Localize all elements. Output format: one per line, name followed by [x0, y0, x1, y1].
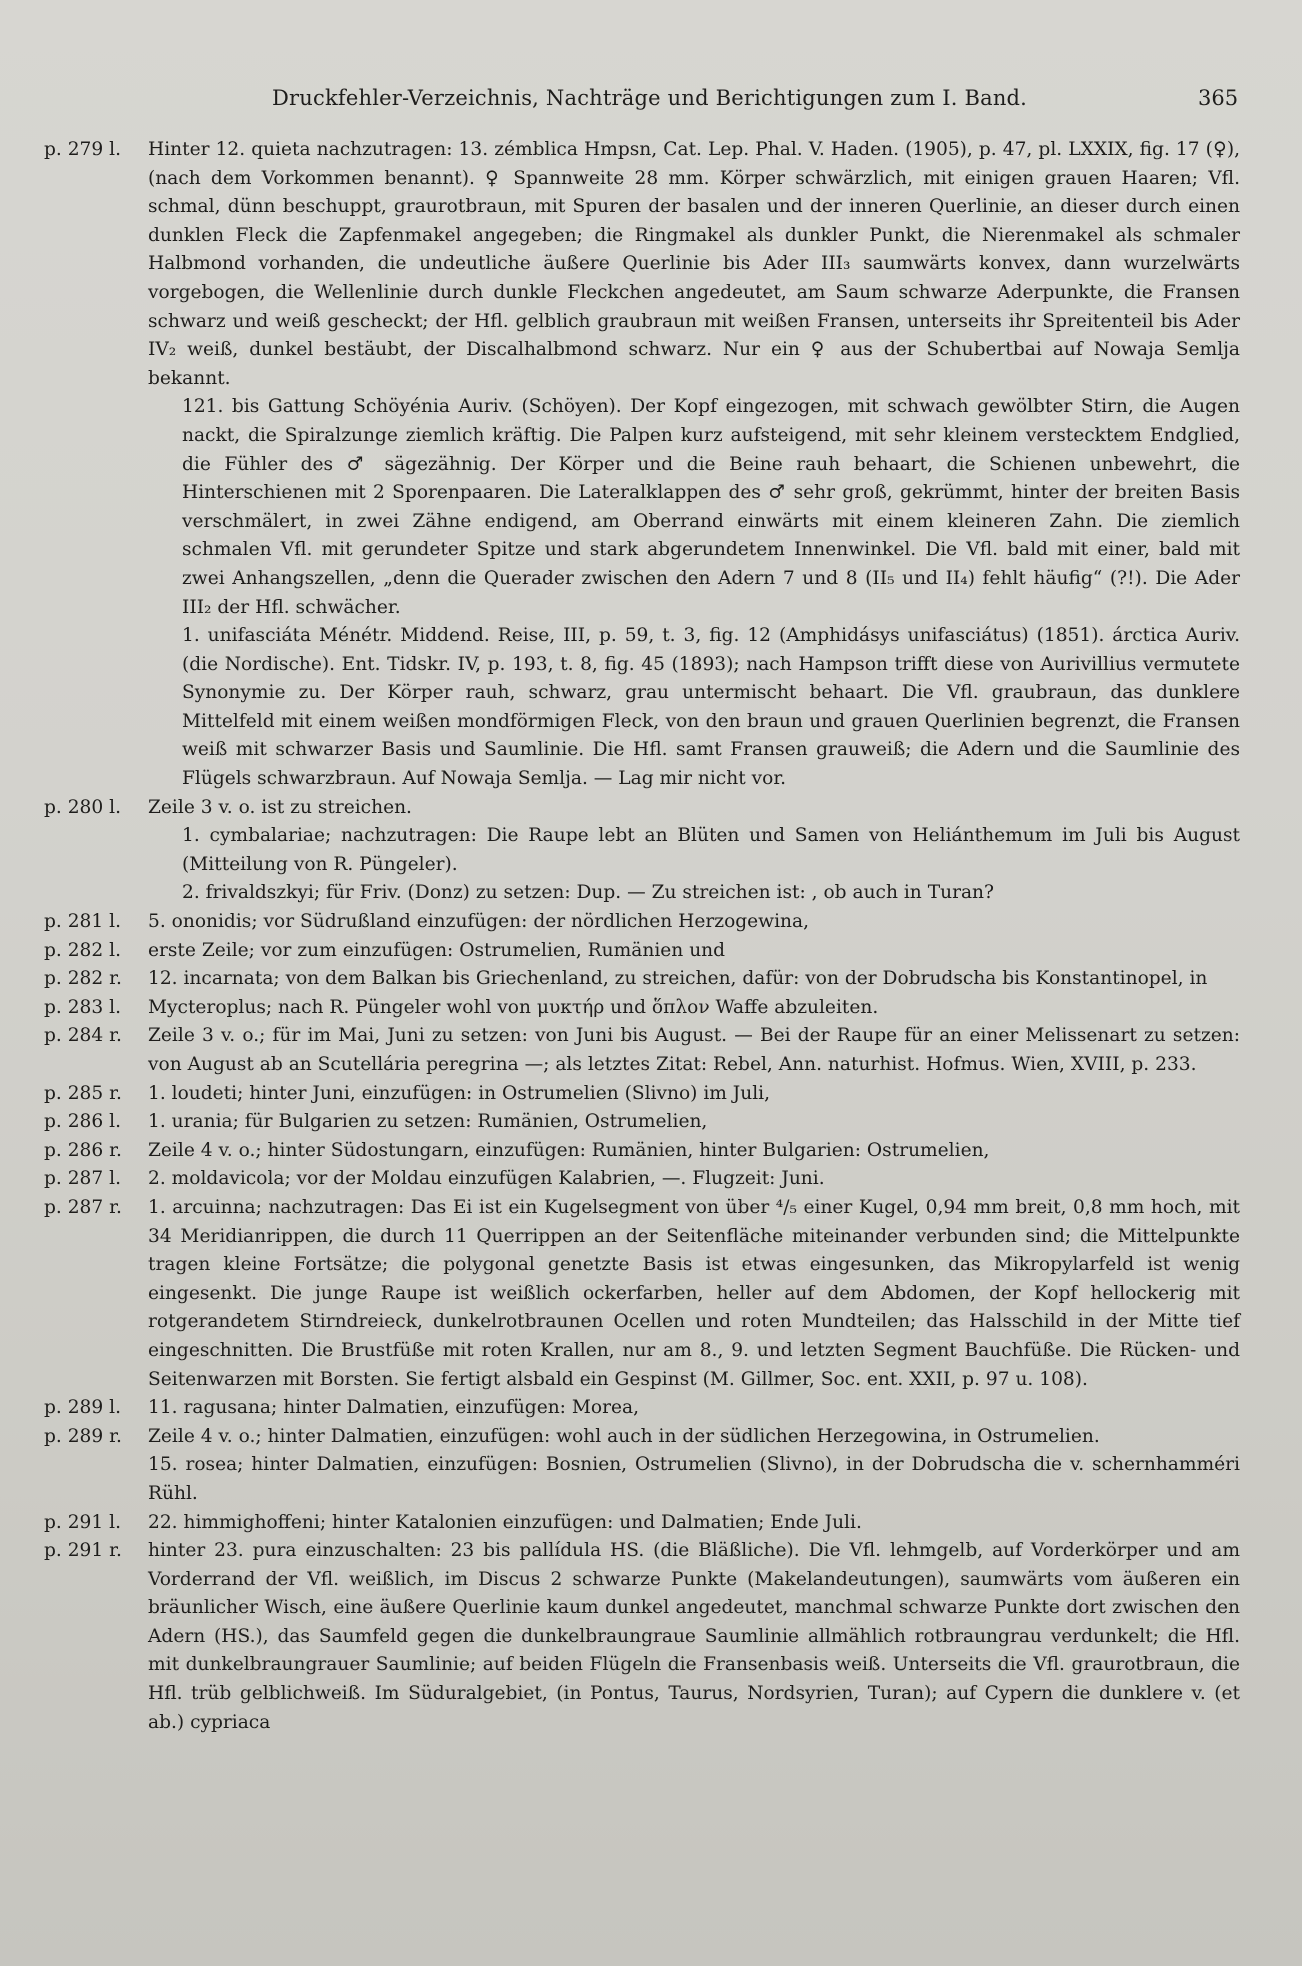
entry-paragraph: Mycteroplus; nach R. Püngeler wohl von μυκτήρ und ὅπλον Waffe abzuleiten.	[148, 996, 879, 1018]
page-reference: p. 282 l.	[44, 939, 121, 961]
page-reference: p. 289 r.	[44, 1425, 122, 1447]
entry-paragraph: hinter 23. pura einzuschalten: 23 bis pallídula HS. (die Bläßliche). Die Vfl. lehmgelb, auf Vorderkörper und am Vorderrand der Vfl. weißlich, im Discus 2 schwarze Punkte (Makelandeutungen), saumwärts vom äußeren ein bräunlicher Wisch, eine äußere Querlinie kaum dunkel angedeutet, manchmal schwarze Punkte dort zwischen den Adern (HS.), das Saumfeld gegen die dunkelbraungraue Saumlinie allmählich rotbraungrau verdunkelt; die Hfl. mit dunkelbraungrauer Saumlinie; auf beiden Flügeln die Fransenbasis weiß. Unterseits die Vfl. graurotbraun, die Hfl. trüb gelblichweiß. Im Süduralgebiet, (in Pontus, Taurus, Nordsyrien, Turan); auf Cypern die dunklere v. (et ab.) cypriaca	[148, 1540, 1240, 1733]
entry-paragraph: erste Zeile; vor zum einzufügen: Ostrumelien, Rumänien und	[148, 939, 726, 961]
page-reference: p. 289 l.	[44, 1397, 121, 1419]
entry-p281l	[0, 908, 1302, 937]
entry-p283l	[0, 994, 1302, 1023]
entry-paragraph: 2. moldavicola; vor der Moldau einzufügen Kalabrien, —. Flugzeit: Juni.	[148, 1168, 825, 1190]
entry-paragraph: 1. cymbalariae; nachzutragen: Die Raupe lebt an Blüten und Samen von Heliánthemum im Juli bis August (Mitteilung von R. Püngeler).	[182, 825, 1240, 875]
entry-p286l	[0, 1108, 1302, 1137]
page-number: 365	[1198, 86, 1239, 110]
entry-p282l	[0, 937, 1302, 966]
page-reference: p. 286 l.	[44, 1111, 121, 1133]
page-reference: p. 287 l.	[44, 1168, 121, 1190]
entry-p291l	[0, 1509, 1302, 1538]
entry-paragraph: Zeile 4 v. o.; hinter Südostungarn, einzufügen: Rumänien, hinter Bulgarien: Ostrumelien,	[148, 1139, 990, 1161]
page-reference: p. 283 l.	[44, 996, 121, 1018]
page-reference: p. 279 l.	[44, 139, 121, 160]
entry-p282r	[0, 965, 1302, 994]
entry-p286r	[0, 1137, 1302, 1166]
entry-p287l	[0, 1165, 1302, 1194]
entry-paragraph: 5. ononidis; vor Südrußland einzufügen: der nördlichen Herzogewina,	[148, 911, 810, 933]
entry-paragraph: Zeile 3 v. o.; für im Mai, Juni zu setzen: von Juni bis August. — Bei der Raupe für an einer Melissenart zu setzen: von August ab an Scutellária peregrina —; als letztes Zitat: Rebel, Ann. naturhist. Hofmus. Wien, XVIII, p. 233.	[148, 1025, 1240, 1075]
entry-paragraph: 1. arcuinna; nachzutragen: Das Ei ist ein Kugelsegment von über ⁴/₅ einer Kugel, 0,94 mm breit, 0,8 mm hoch, mit 34 Meridianrippen, die durch 11 Querrippen an der Seitenfläche miteinander verbunden sind; die Mittelpunkte tragen kleine Fortsätze; die polygonal genetzte Basis ist etwas eingesunken, das Mikropylarfeld ist wenig eingesenkt. Die junge Raupe ist weißlich ockerfarben, heller auf dem Abdomen, der Kopf hellockerig mit rotgerandetem Stirndreieck, dunkelrotbraunen Ocellen und roten Mundteilen; das Halsschild in der Mitte tief eingeschnitten. Die Brustfüße mit roten Krallen, nur am 8., 9. und letzten Segment Bauchfüße. Die Rücken- und Seitenwarzen mit Borsten. Sie fertigt alsbald ein Gespinst (M. Gillmer, Soc. ent. XXII, p. 97 u. 108).	[148, 1196, 1240, 1390]
entry-paragraph: 1. loudeti; hinter Juni, einzufügen: in Ostrumelien (Slivno) im Juli,	[148, 1082, 771, 1104]
entry-p284r	[0, 1022, 1302, 1079]
entry-paragraph: Zeile 3 v. o. ist zu streichen.	[148, 796, 412, 818]
entry-p279l	[0, 136, 1302, 794]
page-reference: p. 291 l.	[44, 1511, 121, 1533]
page-body	[0, 136, 1302, 1737]
page-reference: p. 280 l.	[44, 796, 121, 818]
entry-paragraph: 1. urania; für Bulgarien zu setzen: Rumänien, Ostrumelien,	[148, 1111, 708, 1133]
page-reference: p. 286 r.	[44, 1139, 122, 1161]
page-reference: p. 282 r.	[44, 968, 122, 990]
page-reference: p. 284 r.	[44, 1025, 122, 1047]
page-reference: p. 287 r.	[44, 1196, 122, 1218]
entry-paragraph: 2. frivaldszkyi; für Friv. (Donz) zu setzen: Dup. — Zu streichen ist: , ob auch in Turan?	[182, 882, 994, 904]
entry-p280l	[0, 794, 1302, 908]
header-title: Druckfehler-Verzeichnis, Nachträge und Berichtigungen zum I. Band.	[272, 86, 1028, 110]
entry-paragraph: 1. unifasciáta Ménétr. Middend. Reise, III, p. 59, t. 3, fig. 12 (Amphidásys unifasciátus) (1851). árctica Auriv. (die Nordische). Ent. Tidskr. IV, p. 193, t. 8, fig. 45 (1893); nach Hampson trifft diese von Aurivillius vermutete Synonymie zu. Der Körper rauh, schwarz, grau untermischt behaart. Die Vfl. graubraun, das dunklere Mittelfeld mit einem weißen mondförmigen Fleck, von den braun und grauen Querlinien begrenzt, die Fransen weiß mit schwarzer Basis und Saumlinie. Die Hfl. samt Fransen grauweiß; die Adern und die Saumlinie des Flügels schwarzbraun. Auf Nowaja Semlja. — Lag mir nicht vor.	[182, 625, 1240, 790]
entry-paragraph: Zeile 4 v. o.; hinter Dalmatien, einzufügen: wohl auch in der südlichen Herzegowina, in Ostrumelien.	[148, 1425, 1100, 1447]
page-reference: p. 285 r.	[44, 1082, 122, 1104]
entry-p287r	[0, 1194, 1302, 1394]
entry-p289l	[0, 1394, 1302, 1423]
entry-paragraph: Hinter 12. quieta nachzutragen: 13. zémblica Hmpsn, Cat. Lep. Phal. V. Haden. (1905), p. 47, pl. LXXIX, fig. 17 (♀), (nach dem Vorkommen benannt). ♀ Spannweite 28 mm. Körper schwärzlich, mit einigen grauen Haaren; Vfl. schmal, dünn beschuppt, graurotbraun, mit Spuren der basalen und der inneren Querlinie, an dieser durch einen dunklen Fleck die Zapfenmakel angegeben; die Ringmakel als dunkler Punkt, die Nierenmakel als schmaler Halbmond vorhanden, die undeutliche äußere Querlinie bis Ader III₃ saumwärts konvex, dann wurzelwärts vorgebogen, die Wellenlinie durch dunkle Fleckchen angedeutet, am Saum schwarze Aderpunkte, die Fransen schwarz und weiß gescheckt; der Hfl. gelblich graubraun mit weißen Fransen, unterseits ihr Spreitenteil bis Ader IV₂ weiß, dunkel bestäubt, der Discalhalbmond schwarz. Nur ein ♀ aus der Schubertbai auf Nowaja Semlja bekannt.	[148, 139, 1240, 389]
entry-p285r	[0, 1080, 1302, 1109]
entry-paragraph: 11. ragusana; hinter Dalmatien, einzufügen: Morea,	[148, 1397, 639, 1419]
page-reference: p. 281 l.	[44, 911, 121, 933]
entry-p289r	[0, 1423, 1302, 1509]
entry-p291r	[0, 1537, 1302, 1737]
entry-paragraph: 121. bis Gattung Schöyénia Auriv. (Schöyen). Der Kopf eingezogen, mit schwach gewölbter Stirn, die Augen nackt, die Spiralzunge ziemlich kräftig. Die Palpen kurz aufsteigend, mit sehr kleinem verstecktem Endglied, die Fühler des ♂ sägezähnig. Der Körper und die Beine rauh behaart, die Schienen unbewehrt, die Hinterschienen mit 2 Sporenpaaren. Die Lateralklappen des ♂ sehr groß, gekrümmt, hinter der breiten Basis verschmälert, in zwei Zähne endigend, am Oberrand einwärts mit einem kleineren Zahn. Die ziemlich schmalen Vfl. mit gerundeter Spitze und stark abgerundetem Innenwinkel. Die Vfl. bald mit einer, bald mit zwei Anhangszellen, „denn die Querader zwischen den Adern 7 und 8 (II₅ und II₄) fehlt häufig“ (?!). Die Ader III₂ der Hfl. schwächer.	[182, 396, 1240, 618]
running-header	[0, 86, 1302, 126]
entry-paragraph: 22. himmighoffeni; hinter Katalonien einzufügen: und Dalmatien; Ende Juli.	[148, 1511, 862, 1533]
entry-paragraph: 12. incarnata; von dem Balkan bis Griechenland, zu streichen, dafür: von der Dobrudscha bis Konstantinopel, in	[148, 968, 1208, 990]
entry-paragraph: 15. rosea; hinter Dalmatien, einzufügen: Bosnien, Ostrumelien (Slivno), in der Dobrudscha die v. schernhamméri Rühl.	[148, 1454, 1240, 1504]
page-reference: p. 291 r.	[44, 1540, 122, 1562]
